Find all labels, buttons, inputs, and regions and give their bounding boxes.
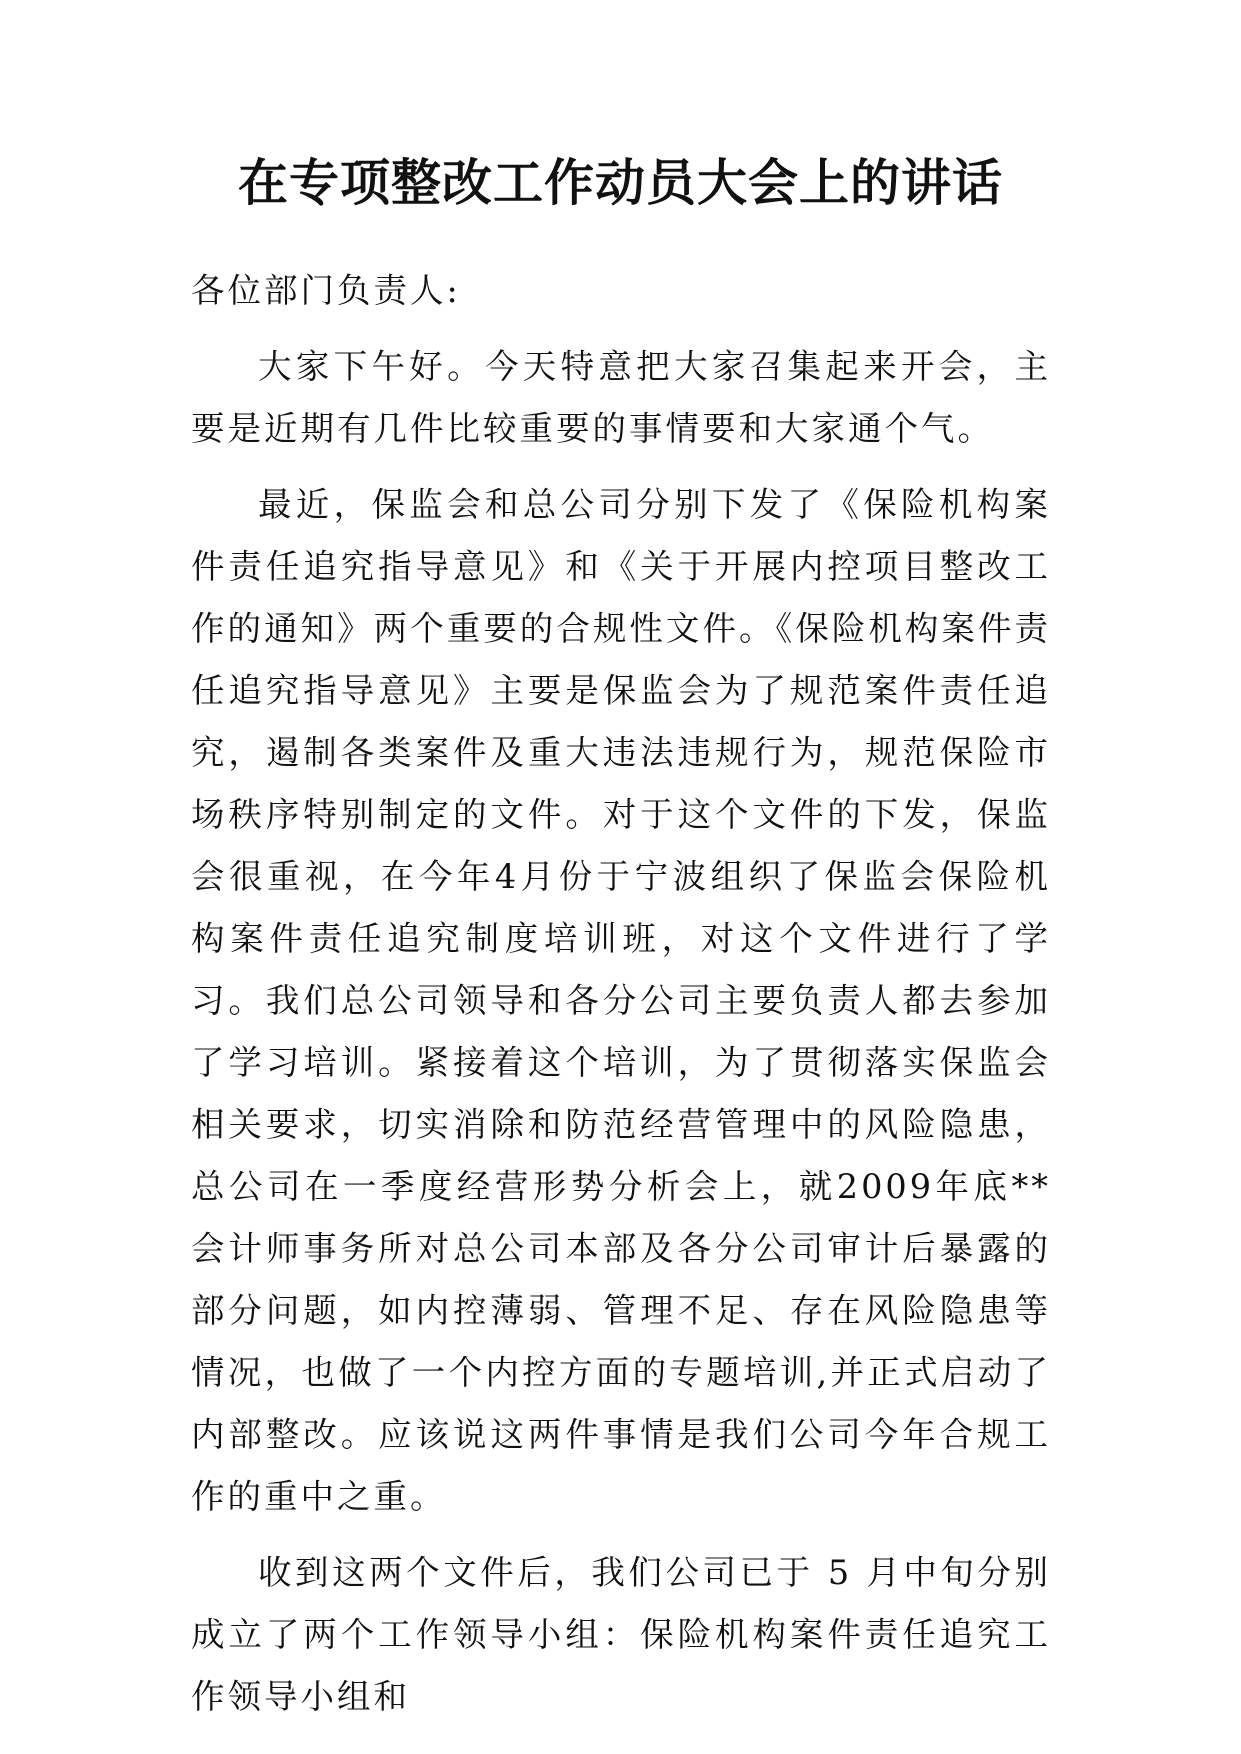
paragraph-documents: 最近，保监会和总公司分别下发了《保险机构案件责任追究指导意见》和《关于开展内控项目整改工作的通知》两个重要的合规性文件。《保险机构案件责任追究指导意见》主要是保监会为了规范案件责任追究，遏制各类案件及重大违法违规行为，规范保险市场秩序特别制定的文件。对于这个文件的下发，保监会很重视，在今年4月份于宁波组织了保监会保险机构案件责任追究制度培训班，对这个文件进行了学习。我们总公司领导和各分公司主要负责人都去参加了学习培训。紧接着这个培训，为了贯彻落实保监会相关要求，切实消除和防范经营管理中的风险隐患，总公司在一季度经营形势分析会上，就2009年底**会计师事务所对总公司本部及各分公司审计后暴露的部分问题，如内控薄弱、管理不足、存在风险隐患等情况，也做了一个内控方面的专题培训,并正式启动了内部整改。应该说这两件事情是我们公司今年合规工作的重中之重。 [191, 485, 1051, 1516]
paragraph-working-groups: 收到这两个文件后，我们公司已于 5 月中旬分别成立了两个工作领导小组：保险机构案件责任追究工作领导小组和 [191, 1553, 1051, 1716]
paragraph-greeting: 大家下午好。今天特意把大家召集起来开会，主要是近期有几件比较重要的事情要和大家通个气。 [191, 347, 1051, 448]
document-body [191, 260, 1051, 1728]
salutation: 各位部门负责人: [191, 271, 461, 310]
document-title: 在专项整改工作动员大会上的讲话 [238, 153, 1003, 212]
